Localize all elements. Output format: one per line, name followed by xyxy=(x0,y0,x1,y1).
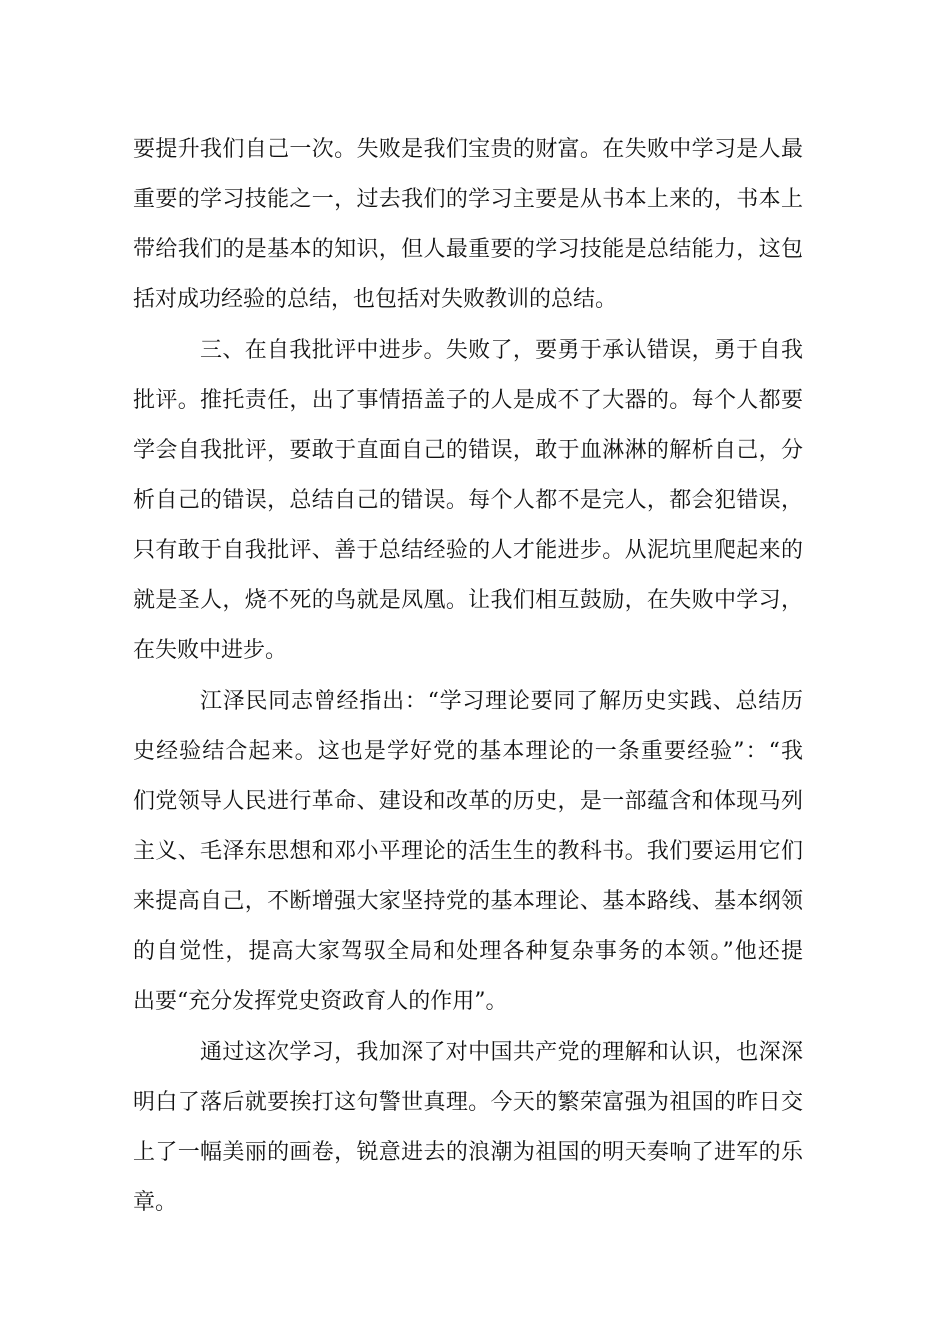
text-line: 只有敢于自我批评、善于总结经验的人才能进步。从泥坑里爬起来的 xyxy=(133,538,803,563)
text-line: 史经验结合起来。这也是学好党的基本理论的一条重要经验”：“我 xyxy=(133,739,803,764)
paragraph-first-line: 通过这次学习，我加深了对中国共产党的理解和认识，也深深 xyxy=(200,1040,803,1065)
text-line: 重要的学习技能之一，过去我们的学习主要是从书本上来的，书本上 xyxy=(133,187,803,212)
text-line: 上了一幅美丽的画卷，锐意进去的浪潮为祖国的明天奏响了进军的乐 xyxy=(133,1140,803,1165)
paragraph-first-line: 三、在自我批评中进步。失败了，要勇于承认错误，勇于自我 xyxy=(200,338,803,363)
text-line: 们党领导人民进行革命、建设和改革的历史，是一部蕴含和体现马列 xyxy=(133,789,803,814)
text-line: 析自己的错误，总结自己的错误。每个人都不是完人，都会犯错误， xyxy=(133,488,803,513)
text-line: 就是圣人，烧不死的鸟就是凤凰。让我们相互鼓励，在失败中学习， xyxy=(133,588,803,613)
text-line: 的自觉性，提高大家驾驭全局和处理各种复杂事务的本领。”他还提 xyxy=(133,939,803,964)
text-line: 括对成功经验的总结，也包括对失败教训的总结。 xyxy=(133,287,618,312)
text-line: 在失败中进步。 xyxy=(133,638,288,663)
text-line: 批评。推托责任，出了事情捂盖子的人是成不了大器的。每个人都要 xyxy=(133,388,803,413)
text-line: 来提高自己，不断增强大家坚持党的基本理论、基本路线、基本纲领 xyxy=(133,889,803,914)
text-line: 主义、毛泽东思想和邓小平理论的活生生的教科书。我们要运用它们 xyxy=(133,839,803,864)
text-line: 明白了落后就要挨打这句警世真理。今天的繁荣富强为祖国的昨日交 xyxy=(133,1090,803,1115)
text-line: 带给我们的是基本的知识，但人最重要的学习技能是总结能力，这包 xyxy=(133,237,803,262)
text-line: 出要“充分发挥党史资政育人的作用”。 xyxy=(133,989,508,1014)
paragraph-first-line: 江泽民同志曾经指出：“学习理论要同了解历史实践、总结历 xyxy=(200,689,803,714)
text-line: 章。 xyxy=(133,1190,178,1215)
text-line: 要提升我们自己一次。失败是我们宝贵的财富。在失败中学习是人最 xyxy=(133,137,803,162)
text-line: 学会自我批评，要敢于直面自己的错误，敢于血淋淋的解析自己，分 xyxy=(133,438,803,463)
